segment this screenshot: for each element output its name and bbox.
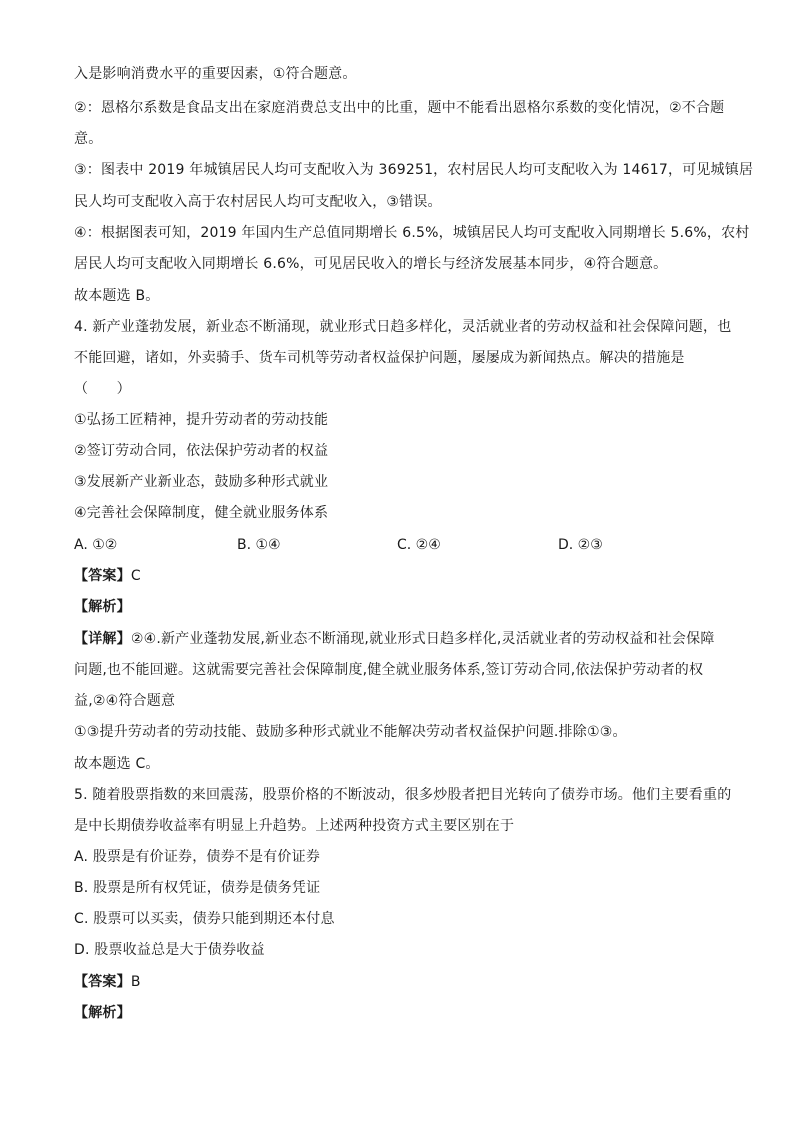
q5-option-a: A. 股票是有价证券，债券不是有价证券 — [74, 849, 321, 865]
text-line: ③：图表中 2019 年城镇居民人均可支配收入为 369251，农村居民人均可支配收入为 14617，可见城镇居 — [74, 162, 754, 178]
answer-value: B — [130, 974, 141, 990]
detail-line: 故本题选 C。 — [74, 756, 160, 772]
detail-line: 问题,也不能回避。这就需要完善社会保障制度,健全就业服务体系,签订劳动合同,依法保护劳动者的权 — [74, 662, 704, 678]
statement-1: ①弘扬工匠精神，提升劳动者的劳动技能 — [74, 412, 329, 428]
option-b: B. ①④ — [237, 537, 281, 553]
detail-line: 益,②④符合题意 — [74, 693, 176, 709]
detail-text: ②④.新产业蓬勃发展,新业态不断涌现,就业形式日趋多样化,灵活就业者的劳动权益和社会保障 — [130, 631, 715, 647]
option-d: D. ②③ — [558, 537, 603, 553]
text-line: 居民人均可支配收入同期增长 6.6%，可见居民收入的增长与经济发展基本同步，④符合题意。 — [74, 256, 668, 272]
q5-answer-line — [74, 972, 141, 992]
question-4-options — [74, 535, 734, 555]
question-4-blank: （ ） — [74, 381, 131, 397]
question-4-stem: 不能回避，诸如，外卖骑手、货车司机等劳动者权益保护问题，屡屡成为新闻热点。解决的措施是 — [74, 350, 685, 366]
text-line: ④：根据图表可知，2019 年国内生产总值同期增长 6.5%，城镇居民人均可支配收入同期增长 5.6%，农村 — [74, 225, 750, 241]
answer-tag: 【答案】 — [74, 974, 131, 990]
text-line: 意。 — [74, 131, 103, 147]
text-line: 入是影响消费水平的重要因素，①符合题意。 — [74, 66, 357, 82]
analysis-line — [74, 597, 131, 617]
question-5-stem: 5. 随着股票指数的来回震荡，股票价格的不断波动，很多炒股者把目光转向了债券市场。他们主要看重的 — [74, 787, 732, 803]
question-5-stem: 是中长期债券收益率有明显上升趋势。上述两种投资方式主要区别在于 — [74, 818, 515, 834]
question-4-stem: 4. 新产业蓬勃发展，新业态不断涌现，就业形式日趋多样化，灵活就业者的劳动权益和社会保障问题，也 — [74, 319, 732, 335]
q5-option-b: B. 股票是所有权凭证，债券是债务凭证 — [74, 880, 321, 896]
text-line: 民人均可支配收入高于农村居民人均可支配收入，③错误。 — [74, 194, 442, 210]
answer-tag: 【答案】 — [74, 568, 131, 584]
statement-3: ③发展新产业新业态，鼓励多种形式就业 — [74, 474, 329, 490]
q5-analysis-line — [74, 1003, 131, 1023]
answer-value: C — [130, 568, 141, 584]
option-a: A. ①② — [74, 537, 118, 553]
answer-line — [74, 566, 141, 586]
q5-option-d: D. 股票收益总是大于债券收益 — [74, 942, 265, 958]
q5-option-c: C. 股票可以买卖，债券只能到期还本付息 — [74, 911, 335, 927]
text-line: 故本题选 B。 — [74, 288, 160, 304]
statement-2: ②签订劳动合同，依法保护劳动者的权益 — [74, 443, 329, 459]
analysis-tag: 【解析】 — [74, 1005, 131, 1021]
detail-tag: 【详解】 — [74, 631, 131, 647]
detail-line: ①③提升劳动者的劳动技能、鼓励多种形式就业不能解决劳动者权益保护问题.排除①③。 — [74, 724, 627, 740]
detail-line — [74, 629, 715, 649]
statement-4: ④完善社会保障制度，健全就业服务体系 — [74, 505, 329, 521]
text-line: ②：恩格尔系数是食品支出在家庭消费总支出中的比重，题中不能看出恩格尔系数的变化情况，②不合题 — [74, 100, 725, 116]
analysis-tag: 【解析】 — [74, 599, 131, 615]
option-c: C. ②④ — [397, 537, 441, 553]
